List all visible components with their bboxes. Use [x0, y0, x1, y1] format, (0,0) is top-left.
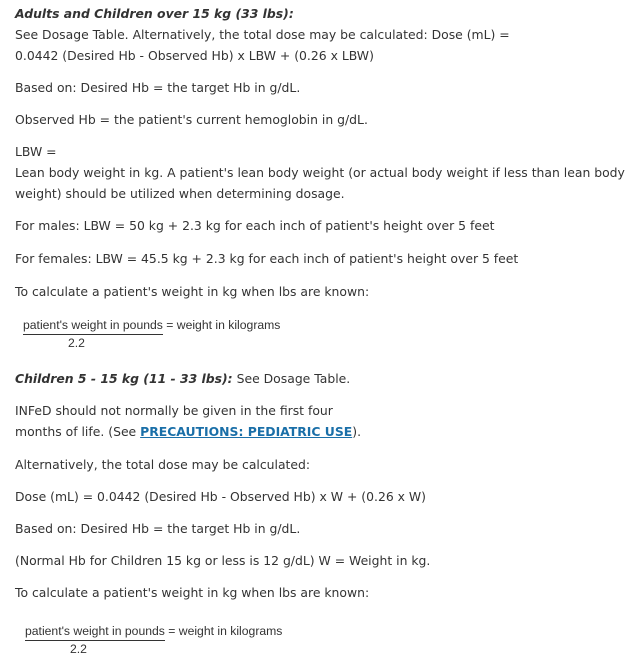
lbw-description-line2: weight) should be utilized when determining dosage.	[15, 186, 345, 201]
lbw-label: LBW =	[15, 144, 57, 159]
children-heading: Children 5 - 15 kg (11 - 33 lbs):	[15, 371, 233, 386]
adults-heading: Adults and Children over 15 kg (33 lbs):	[15, 6, 294, 21]
lbw-females: For females: LBW = 45.5 kg + 2.3 kg for each inch of patient's height over 5 feet	[15, 251, 519, 266]
infed-note-line1: INFeD should not normally be given in the first four	[15, 403, 333, 418]
children-alternatively: Alternatively, the total dose may be calculated:	[15, 457, 311, 472]
children-weight-conversion-formula	[25, 624, 283, 656]
children-normal-hb: (Normal Hb for Children 15 kg or less is 12 g/dL) W = Weight in kg.	[15, 553, 431, 568]
children-based-on: Based on: Desired Hb = the target Hb in g/dL.	[15, 521, 301, 536]
lbw-males: For males: LBW = 50 kg + 2.3 kg for each inch of patient's height over 5 feet	[15, 218, 495, 233]
adults-calc-intro: To calculate a patient's weight in kg when lbs are known:	[15, 284, 370, 299]
adults-weight-conversion-formula	[23, 318, 281, 350]
formula-equals: = weight in kilograms	[162, 318, 281, 332]
children-heading-tail: See Dosage Table.	[232, 371, 351, 386]
formula-denominator: 2.2	[68, 336, 85, 350]
precautions-pediatric-use-link[interactable]: PRECAUTIONS: PEDIATRIC USE	[140, 424, 353, 439]
adults-based-on: Based on: Desired Hb = the target Hb in g/dL.	[15, 80, 301, 95]
formula-equals: = weight in kilograms	[164, 624, 283, 638]
adults-dose-text-line1: See Dosage Table. Alternatively, the total dose may be calculated: Dose (mL) =	[15, 27, 510, 42]
lbw-description-line1: Lean body weight in kg. A patient's lean body weight (or actual body weight if less than lean body	[15, 165, 625, 180]
infed-note-pre: months of life. (See	[15, 424, 141, 439]
formula-numerator: patient's weight in pounds	[25, 624, 165, 641]
infed-note-post: ).	[352, 424, 362, 439]
children-calc-intro: To calculate a patient's weight in kg when lbs are known:	[15, 585, 370, 600]
infed-note-line2	[15, 421, 361, 442]
formula-denominator: 2.2	[70, 642, 87, 656]
adults-observed-hb: Observed Hb = the patient's current hemoglobin in g/dL.	[15, 112, 368, 127]
children-heading-line	[15, 368, 350, 389]
children-dose-formula: Dose (mL) = 0.0442 (Desired Hb - Observed Hb) x W + (0.26 x W)	[15, 489, 427, 504]
adults-dose-formula-line2: 0.0442 (Desired Hb - Observed Hb) x LBW + (0.26 x LBW)	[15, 48, 374, 63]
formula-numerator: patient's weight in pounds	[23, 318, 163, 335]
